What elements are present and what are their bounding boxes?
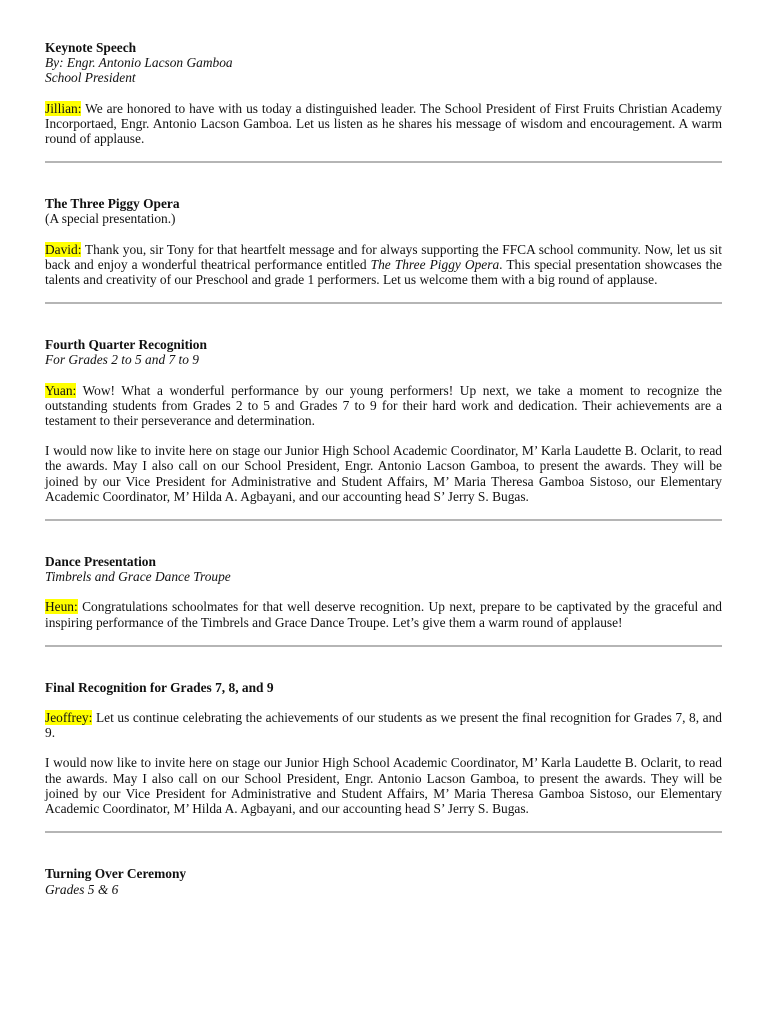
- script-paragraph: [45, 383, 722, 429]
- speaker-name: Jeoffrey:: [45, 710, 93, 726]
- section-subtitle: For Grades 2 to 5 and 7 to 9: [45, 352, 199, 368]
- script-paragraph: [45, 101, 722, 147]
- section-divider: [45, 161, 722, 163]
- section-turning-over-ceremony: [45, 866, 722, 896]
- section-title: Dance Presentation: [45, 554, 156, 570]
- section-divider: [45, 519, 722, 521]
- script-paragraph: [45, 599, 722, 629]
- section-role: School President: [45, 70, 136, 86]
- speaker-name: Jillian:: [45, 100, 82, 116]
- speaker-name: Heun:: [45, 599, 78, 615]
- script-paragraph: I would now like to invite here on stage our Junior High School Academic Coordinator, M’ Karla Laudette B. Oclarit, to read the awards. May I also call on our School President, Engr. Antonio Lacson Gamboa, to present the awards. They will be joined by our Vice President for Administrative and Student Affairs, M’ Maria Theresa Gamboa Sistoso, our Elementary Academic Coordinator, M’ Hilda A. Agbayani, and our accounting head S’ Jerry S. Bugas.: [45, 755, 722, 817]
- section-divider: [45, 831, 722, 833]
- section-title: The Three Piggy Opera: [45, 196, 180, 212]
- paragraph-text: Thank you, sir Tony for that heartfelt message and for always supporting the FFCA school community. Now, let us sit back and enjoy a wonderful theatrical performance entitled: [45, 241, 722, 272]
- paragraph-text: . This special presentation showcases the talents and creativity of our Preschool and grade 1 performers. Let us welcome them with a big round of applause.: [45, 256, 722, 288]
- paragraph-text: Let us continue celebrating the achievements of our students as we present the final recognition for Grades 7, 8, and 9.: [45, 710, 722, 741]
- section-title: Turning Over Ceremony: [45, 866, 187, 882]
- speaker-name: Yuan:: [45, 382, 77, 398]
- section-divider: [45, 645, 722, 647]
- speaker-name: David:: [45, 241, 82, 257]
- section-subtitle: (A special presentation.): [45, 211, 176, 227]
- script-paragraph: I would now like to invite here on stage our Junior High School Academic Coordinator, M’ Karla Laudette B. Oclarit, to read the awards. May I also call on our School President, Engr. Antonio Lacson Gamboa, to present the awards. They will be joined by our Vice President for Administrative and Student Affairs, M’ Maria Theresa Gamboa Sistoso, our Elementary Academic Coordinator, M’ Hilda A. Agbayani, and our accounting head S’ Jerry S. Bugas.: [45, 443, 722, 504]
- paragraph-text: Congratulations schoolmates for that well deserve recognition. Up next, prepare to be captivated by the graceful and inspiring performance of the Timbrels and Grace Dance Troupe. Let’s give them a warm round of applause!: [45, 599, 722, 630]
- script-paragraph: [45, 710, 722, 740]
- section-divider: [45, 302, 722, 304]
- section-keynote-speech: [45, 40, 722, 146]
- section-title: Fourth Quarter Recognition: [45, 337, 207, 353]
- performance-title: The Three Piggy Opera: [370, 256, 500, 272]
- section-fourth-quarter-recognition: [45, 337, 722, 504]
- script-paragraph: [45, 242, 722, 288]
- section-subtitle: Timbrels and Grace Dance Troupe: [45, 569, 231, 585]
- section-byline: By: Engr. Antonio Lacson Gamboa: [45, 55, 233, 71]
- paragraph-text: Wow! What a wonderful performance by our young performers! Up next, we take a moment to recognize the outstanding students from Grades 2 to 5 and Grades 7 to 9 for their hard work and dedication. Their achievements are a testament to their perseverance and determination.: [45, 382, 722, 429]
- section-final-recognition: [45, 680, 722, 816]
- paragraph-text: We are honored to have with us today a distinguished leader. The School President of First Fruits Christian Academy Incorportaed, Engr. Antonio Lacson Gamboa. Let us listen as he shares his message of wisdom and encouragement. A warm round of applause.: [45, 100, 722, 147]
- section-three-piggy-opera: [45, 196, 722, 287]
- section-title: Keynote Speech: [45, 40, 137, 55]
- section-dance-presentation: [45, 554, 722, 630]
- section-title: Final Recognition for Grades 7, 8, and 9: [45, 679, 274, 695]
- section-subtitle: Grades 5 & 6: [45, 881, 119, 897]
